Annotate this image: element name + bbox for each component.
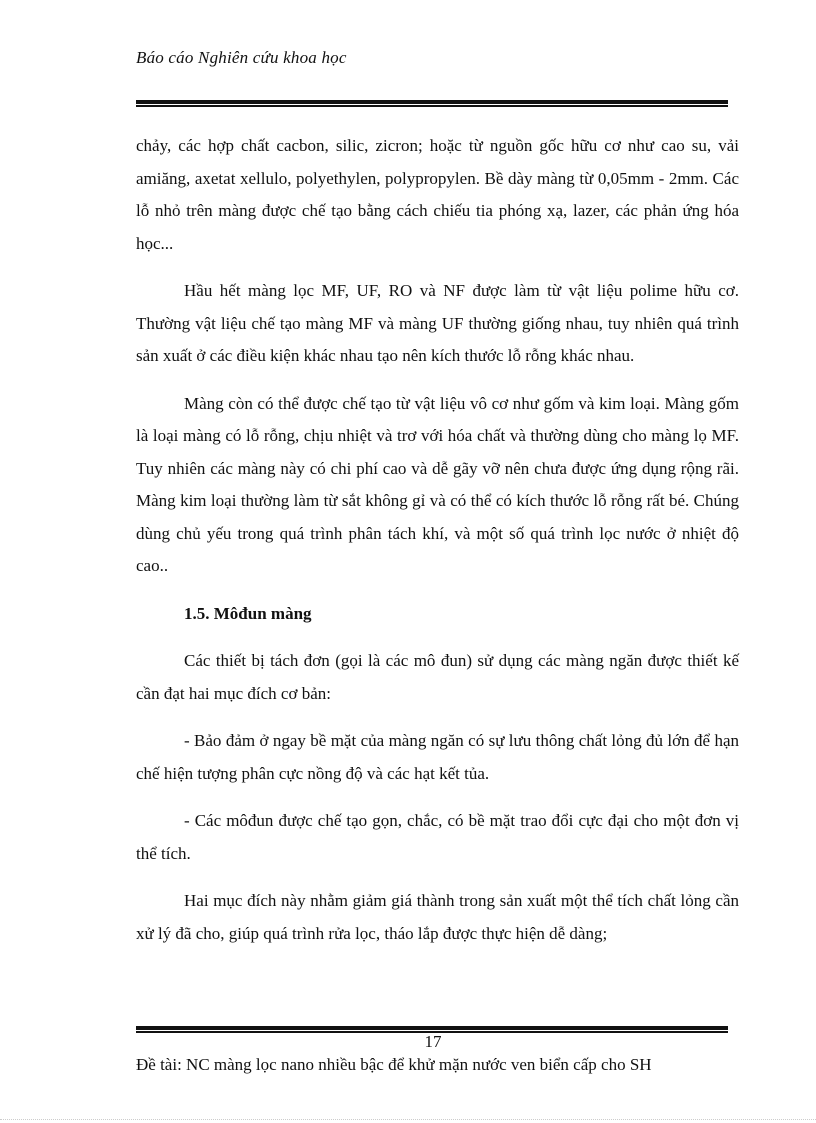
page-number: 17 [424, 1032, 442, 1051]
paragraph-5: - Bảo đảm ở ngay bề mặt của màng ngăn có sự lưu thông chất lỏng đủ lớn để hạn chế hiện tượng phân cực nồng độ và các hạt kết tủa. [136, 731, 739, 783]
paragraph-3: Màng còn có thể được chế tạo từ vật liệu vô cơ như gốm và kim loại. Màng gốm là loại màng có lỗ rỗng, chịu nhiệt và trơ với hóa chất và thường dùng cho màng lọ MF. Tuy nhiên các màng này có chi phí cao và dễ gãy vỡ nên chưa được ứng dụng rộng rãi. Màng kim loại thường làm từ sắt không gỉ và có thể có kích thước lỗ rỗng rất bé. Chúng dùng chủ yếu trong quá trình phân tách khí, và một số quá trình lọc nước ở nhiệt độ cao.. [136, 393, 739, 575]
section-heading: 1.5. Môđun màng [184, 603, 312, 623]
header-title: Báo cáo Nghiên cứu khoa học [136, 48, 347, 67]
header-divider [136, 100, 728, 107]
footer-topic: Đề tài: NC màng lọc nano nhiều bậc để khử mặn nước ven biển cấp cho SH [136, 1055, 652, 1074]
paragraph-2: Hầu hết màng lọc MF, UF, RO và NF được làm từ vật liệu polime hữu cơ. Thường vật liệu chế tạo màng MF và màng UF thường giống nhau, tuy nhiên quá trình sản xuất ở các điều kiện khác nhau tạo nên kích thước lỗ rỗng khác nhau. [136, 281, 739, 365]
paragraph-7: Hai mục đích này nhằm giảm giá thành trong sản xuất một thể tích chất lỏng cần xử lý đã cho, giúp quá trình rửa lọc, tháo lắp được thực hiện dễ dàng; [136, 891, 739, 943]
page-edge [0, 1119, 816, 1120]
paragraph-4: Các thiết bị tách đơn (gọi là các mô đun) sử dụng các màng ngăn được thiết kế cần đạt hai mục đích cơ bản: [136, 651, 739, 703]
paragraph-1: chảy, các hợp chất cacbon, silic, zicron; hoặc từ nguồn gốc hữu cơ như cao su, vải amiăng, axetat xellulo, polyethylen, polypropylen. Bề dày màng từ 0,05mm - 2mm. Các lỗ nhỏ trên màng được chế tạo bằng cách chiếu tia phóng xạ, lazer, các phản ứng hóa học... [136, 136, 739, 253]
paragraph-6: - Các môđun được chế tạo gọn, chắc, có bề mặt trao đổi cực đại cho một đơn vị thể tích. [136, 811, 739, 863]
document-body [136, 130, 739, 965]
